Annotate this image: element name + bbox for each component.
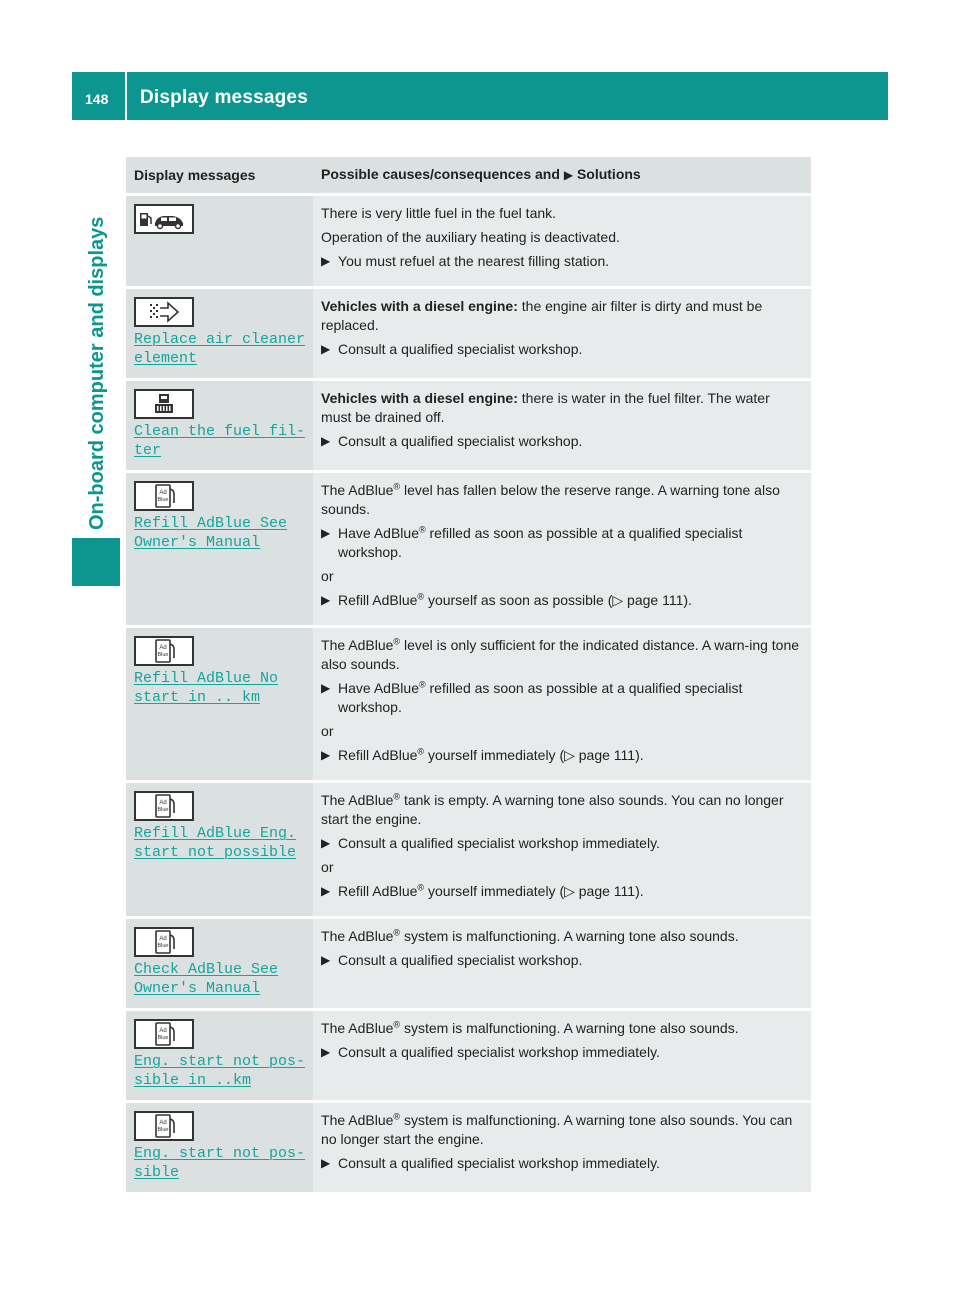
adblue-icon (134, 791, 194, 821)
step-text: Have AdBlue (338, 680, 419, 696)
arrow-icon: ▶ (321, 526, 331, 540)
arrow-icon: ▶ (321, 254, 331, 268)
solution-step (321, 591, 803, 610)
svg-text:Ad: Ad (159, 1028, 167, 1034)
description-cell (313, 289, 811, 378)
section-side-label: On-board computer and displays (86, 216, 108, 530)
step-text: Consult a qualified specialist workshop. (338, 433, 583, 449)
display-cell (126, 381, 313, 470)
display-message-line: Check AdBlue See (134, 961, 279, 978)
display-cell (126, 196, 313, 286)
adblue-icon (134, 1019, 194, 1049)
display-message-line: element (134, 350, 198, 367)
adblue-icon (134, 636, 194, 666)
col-header-solutions-text: Solutions (576, 166, 641, 182)
solution-step (321, 882, 803, 901)
solution-step (321, 524, 803, 562)
arrow-icon: ▶ (321, 342, 331, 356)
adblue-icon (134, 481, 194, 511)
body-text: system is malfunctioning. A warning tone also sounds. (400, 1020, 739, 1036)
display-message-line: Eng. start not pos‐ (134, 1053, 306, 1070)
registered-mark: ® (418, 679, 426, 690)
registered-mark: ® (418, 524, 426, 535)
step-text: Refill AdBlue (338, 592, 418, 608)
description-cell (313, 1011, 811, 1100)
description-cell (313, 783, 811, 916)
svg-text:Blue: Blue (157, 652, 169, 658)
arrow-icon: ▶ (321, 681, 331, 695)
solution-step (321, 252, 803, 271)
display-message-line: Refill AdBlue No (134, 670, 279, 687)
table-row (126, 783, 811, 916)
or-text: or (321, 859, 334, 875)
registered-mark: ® (417, 746, 425, 757)
registered-mark: ® (393, 791, 401, 802)
solution-step (321, 746, 803, 765)
svg-text:Blue: Blue (157, 943, 169, 949)
description-text (321, 481, 803, 519)
svg-text:Ad: Ad (159, 645, 167, 651)
adblue-icon (134, 927, 194, 957)
section-side-marker (72, 538, 120, 586)
body-text: system is malfunctioning. A warning tone also sounds. (400, 928, 739, 944)
svg-text:Ad: Ad (159, 1120, 167, 1126)
step-text: refilled as soon as possible at a qualified specialist workshop. (338, 680, 743, 715)
registered-mark: ® (393, 481, 401, 492)
svg-text:Ad: Ad (159, 490, 167, 496)
step-text: Consult a qualified specialist workshop immediately. (338, 1044, 660, 1060)
display-message-line: Owner's Manual (134, 980, 261, 997)
display-message-line: Eng. start not pos‐ (134, 1145, 306, 1162)
svg-text:Blue: Blue (157, 497, 169, 503)
description-text (321, 791, 803, 829)
step-text: You must refuel at the nearest filling station. (338, 253, 610, 269)
table-row (126, 919, 811, 1008)
description-cell (313, 628, 811, 780)
description-text (321, 297, 803, 335)
page-title: Display messages (140, 87, 308, 108)
svg-text:Ad: Ad (159, 800, 167, 806)
display-message-line: Replace air cleaner (134, 331, 306, 348)
solution-step (321, 1043, 803, 1062)
page-header (72, 72, 888, 120)
lead-text: Vehicles with a diesel engine: (321, 298, 518, 314)
arrow-icon: ▶ (321, 748, 331, 762)
step-text: Consult a qualified specialist workshop. (338, 341, 583, 357)
description-cell (313, 381, 811, 470)
body-text: The AdBlue (321, 1020, 394, 1036)
display-cell (126, 919, 313, 1008)
lead-text: Vehicles with a diesel engine: (321, 390, 518, 406)
registered-mark: ® (393, 1111, 401, 1122)
solution-step (321, 340, 803, 359)
description-cell (313, 196, 811, 286)
body-text: level is only sufficient for the indicated distance. A warn‑ing tone also sounds. (321, 637, 800, 672)
body-text: level has fallen below the reserve range. A warning tone also sounds. (321, 482, 780, 517)
arrow-icon: ▶ (563, 168, 574, 182)
display-message-line: start not possible (134, 844, 297, 861)
description-text (321, 927, 803, 946)
table-row (126, 1103, 811, 1192)
page-reference-link[interactable]: ▷ page 111). (612, 592, 692, 608)
step-text: Have AdBlue (338, 525, 419, 541)
body-text: tank is empty. A warning tone also sounds. You can no longer start the engine. (321, 792, 784, 827)
display-messages-table (126, 154, 811, 1195)
description-text (321, 389, 803, 427)
fuel-filter-icon (134, 389, 194, 419)
display-message-line: Owner's Manual (134, 534, 261, 551)
solution-step (321, 432, 803, 451)
step-text: yourself as soon as possible ( (424, 592, 613, 608)
display-message-line: start in .. km (134, 689, 261, 706)
col-header-causes (313, 157, 811, 193)
col-header-causes-text: Possible causes/consequences and (321, 166, 560, 182)
svg-text:Blue: Blue (157, 807, 169, 813)
display-message-line: sible (134, 1164, 180, 1181)
step-text: refilled as soon as possible at a qualified specialist workshop. (338, 525, 743, 560)
description-text (321, 1111, 803, 1149)
step-text: Consult a qualified specialist workshop immediately. (338, 835, 660, 851)
svg-text:Blue: Blue (157, 1035, 169, 1041)
adblue-icon (134, 1111, 194, 1141)
arrow-icon: ▶ (321, 836, 331, 850)
registered-mark: ® (393, 927, 401, 938)
step-text: yourself immediately ( (424, 883, 565, 899)
table-row (126, 473, 811, 625)
page-reference-link[interactable]: ▷ page 111). (564, 883, 644, 899)
solution-step (321, 834, 803, 853)
description-text (321, 636, 803, 674)
description-cell (313, 919, 811, 1008)
description-text (321, 1019, 803, 1038)
solution-step (321, 679, 803, 717)
description-cell (313, 473, 811, 625)
air-filter-icon (134, 297, 194, 327)
table-row (126, 1011, 811, 1100)
page-reference-link[interactable]: ▷ page 111). (564, 747, 644, 763)
header-divider (125, 72, 127, 120)
table-row (126, 628, 811, 780)
display-cell (126, 1011, 313, 1100)
description-text: Operation of the auxiliary heating is deactivated. (321, 229, 620, 245)
display-message-line: Refill AdBlue See (134, 515, 288, 532)
display-message-line: sible in ..km (134, 1072, 252, 1089)
table-header-row (126, 157, 811, 193)
description-cell (313, 1103, 811, 1192)
registered-mark: ® (417, 882, 425, 893)
body-text: system is malfunctioning. A warning tone also sounds. You can no longer start the engine. (321, 1112, 793, 1147)
svg-text:Ad: Ad (159, 936, 167, 942)
body-text: The AdBlue (321, 482, 394, 498)
body-text: there is water in the fuel filter. The water must be drained off. (321, 390, 770, 425)
registered-mark: ® (417, 591, 425, 602)
registered-mark: ® (393, 636, 401, 647)
body-text: The AdBlue (321, 928, 394, 944)
display-cell (126, 289, 313, 378)
step-text: Consult a qualified specialist workshop immediately. (338, 1155, 660, 1171)
table-row (126, 381, 811, 470)
page-number: 148 (85, 91, 109, 107)
fuel-car-icon (134, 204, 194, 234)
step-text: Consult a qualified specialist workshop. (338, 952, 583, 968)
display-cell (126, 1103, 313, 1192)
table-row (126, 289, 811, 378)
step-text: Refill AdBlue (338, 883, 418, 899)
arrow-icon: ▶ (321, 953, 331, 967)
step-text: Refill AdBlue (338, 747, 418, 763)
display-cell (126, 628, 313, 780)
registered-mark: ® (393, 1019, 401, 1030)
or-text: or (321, 568, 334, 584)
col-header-display-messages: Display messages (126, 157, 313, 193)
or-text: or (321, 723, 334, 739)
arrow-icon: ▶ (321, 1156, 331, 1170)
body-text: The AdBlue (321, 1112, 394, 1128)
arrow-icon: ▶ (321, 593, 331, 607)
display-message-line: Clean the fuel fil‐ (134, 423, 306, 440)
step-text: yourself immediately ( (424, 747, 565, 763)
solution-step (321, 1154, 803, 1173)
body-text: the engine air filter is dirty and must be replaced. (321, 298, 763, 333)
svg-text:Blue: Blue (157, 1127, 169, 1133)
display-message-line: Refill AdBlue Eng. (134, 825, 297, 842)
display-message-line: ter (134, 442, 162, 459)
table-row (126, 196, 811, 286)
display-cell (126, 783, 313, 916)
display-cell (126, 473, 313, 625)
body-text: The AdBlue (321, 792, 394, 808)
solution-step (321, 951, 803, 970)
description-text: There is very little fuel in the fuel tank. (321, 205, 557, 221)
arrow-icon: ▶ (321, 884, 331, 898)
arrow-icon: ▶ (321, 1045, 331, 1059)
body-text: The AdBlue (321, 637, 394, 653)
arrow-icon: ▶ (321, 434, 331, 448)
